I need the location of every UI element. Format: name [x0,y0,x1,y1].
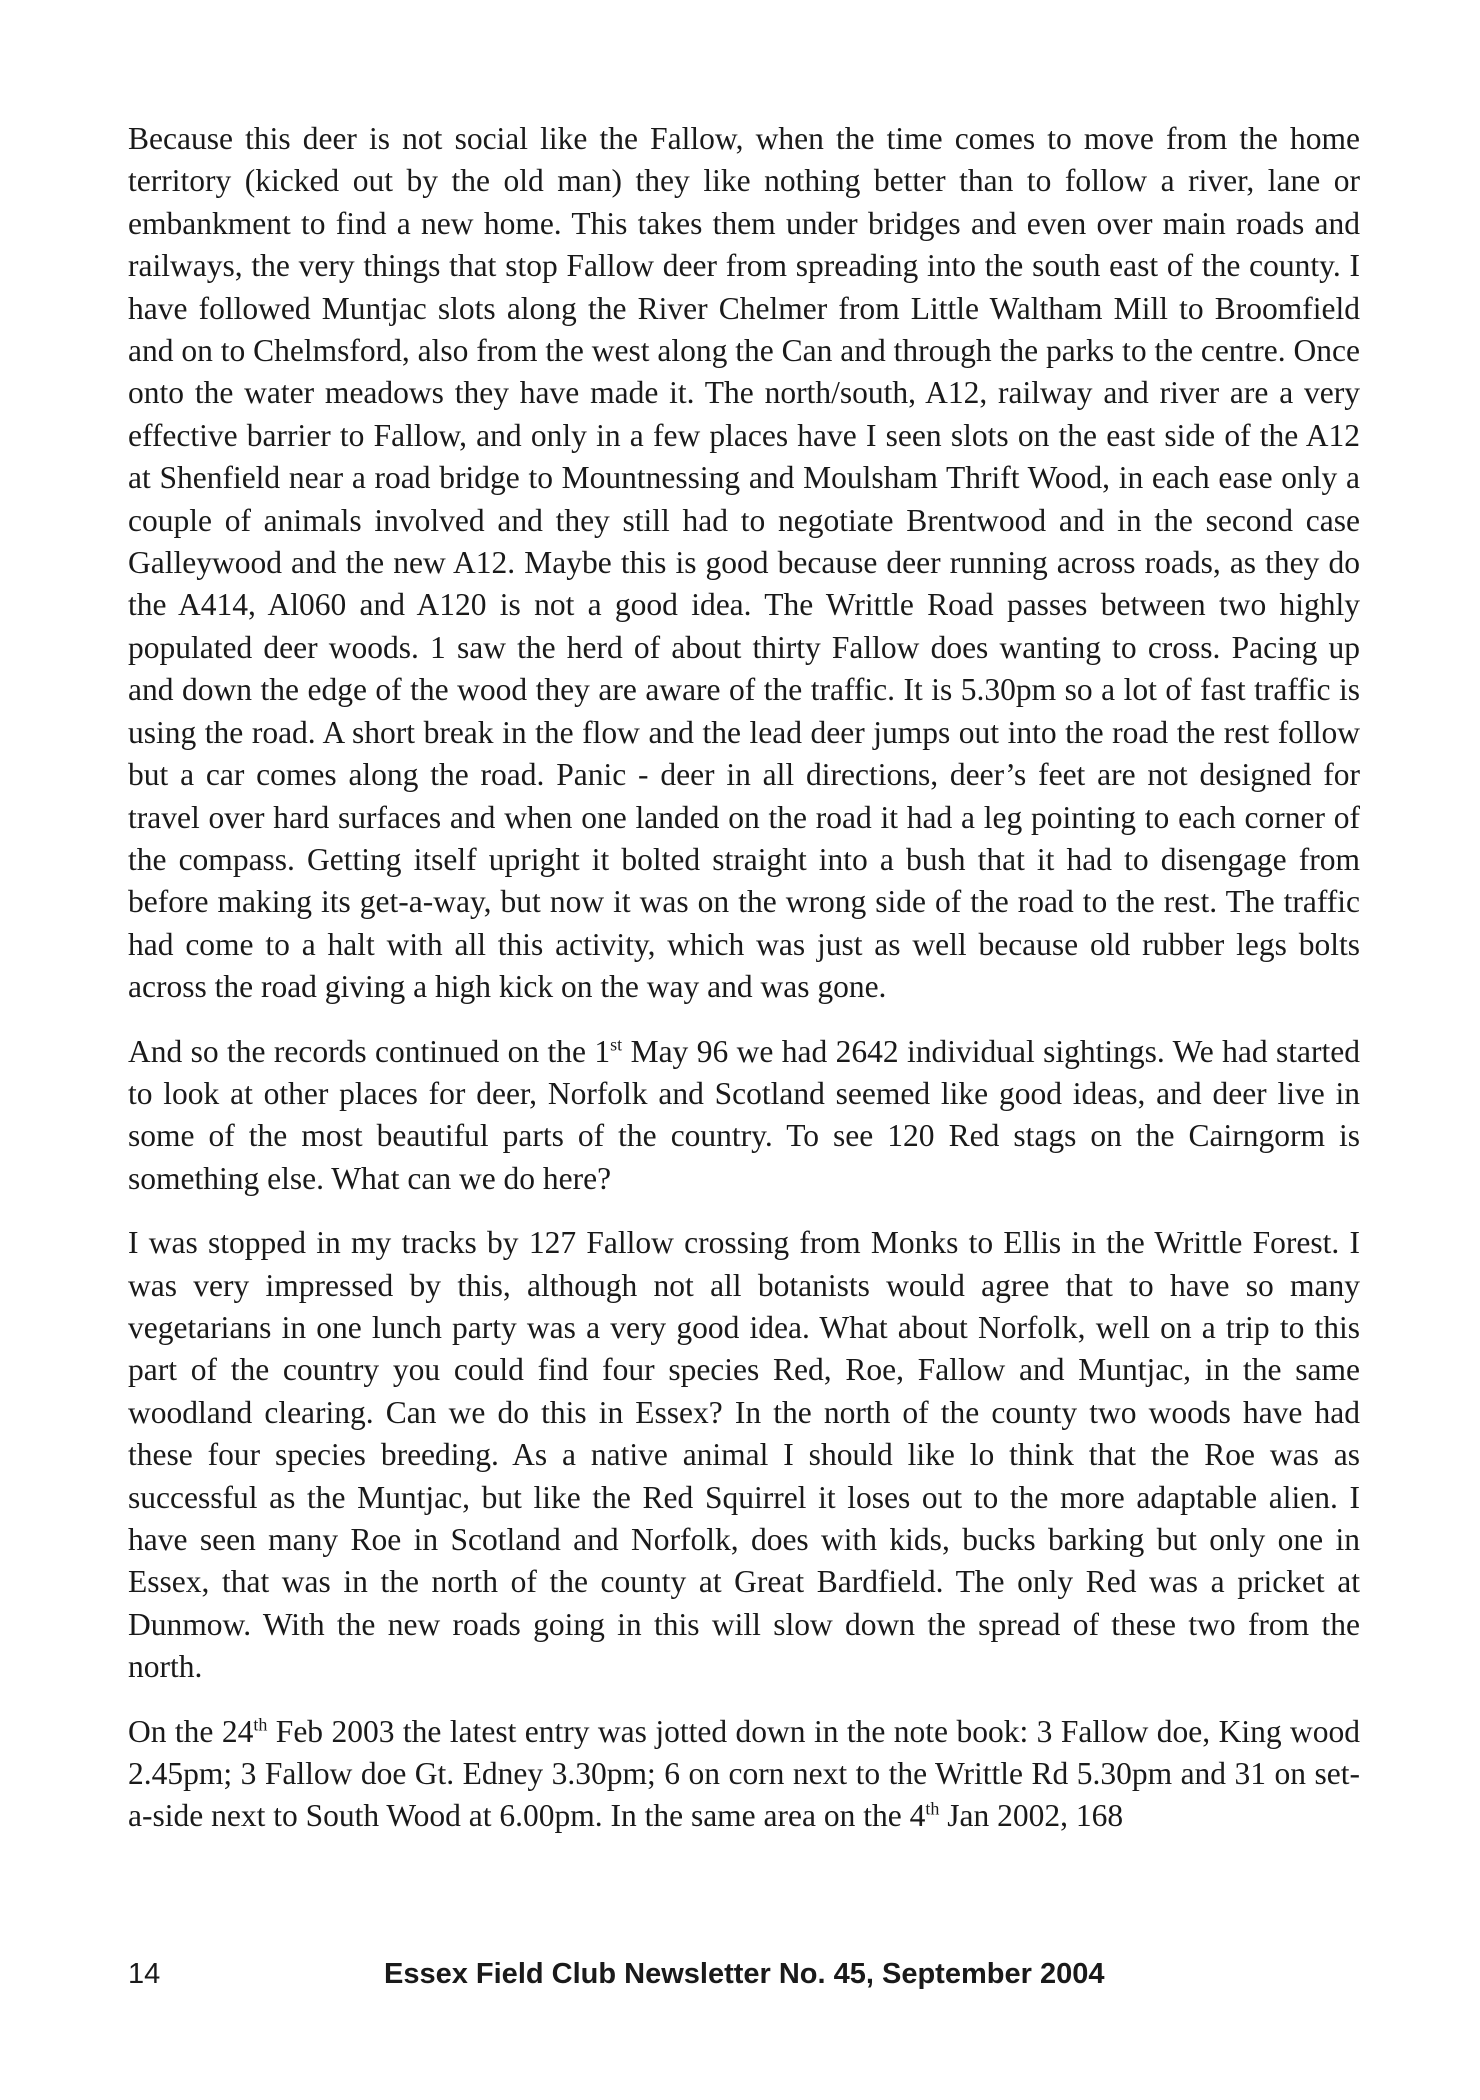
paragraph-text: May 96 we had 2642 individual sightings. We had started to look at other places for deer, Norfolk and Scotland seemed like good ideas, and deer live in some of the most beautiful parts of the country. To see 120 Red stags on the Cairngorm is something else. What can we do here? [128,1033,1361,1196]
paragraph-text: And so the records continued on the 1 [128,1033,611,1069]
ordinal-suffix: st [610,1034,623,1055]
paragraph-text: Feb 2003 the latest entry was jotted down in the note book: 3 Fallow doe, King wood 2.45pm; 3 Fallow doe Gt. Edney 3.30pm; 6 on corn next to the Writtle Rd 5.30pm and 31 on set-a-side next to South Wood at 6.00pm. In the same area on the 4 [128,1713,1361,1834]
page-number: 14 [128,1958,161,1990]
paragraph: Because this deer is not social like the Fallow, when the time comes to move from the home territory (kicked out by the old man) they like nothing better than to follow a river, lane or embankment to find a new home. This takes them under bridges and even over main roads and railways, the very things that stop Fallow deer from spreading into the south east of the county. I have followed Muntjac slots along the River Chelmer from Little Waltham Mill to Broomfield and on to Chelmsford, also from the west along the Can and through the parks to the centre. Once onto the water meadows they have made it. The north/south, A12, railway and river are a very effective barrier to Fallow, and only in a few places have I seen slots on the east side of the A12 at Shenfield near a road bridge to Mountnessing and Moulsham Thrift Wood, in each ease only a couple of animals involved and they still had to negotiate Brentwood and in the second case Galleywood and the new A12. Maybe this is good because deer running across roads, as they do the A414, Al060 and A120 is not a good idea. The Writtle Road passes between two highly populated deer woods. 1 saw the herd of about thirty Fallow does wanting to cross. Pacing up and down the edge of the wood they are aware of the traffic. It is 5.30pm so a lot of fast traffic is using the road. A short break in the flow and the lead deer jumps out into the road the rest follow but a car comes along the road. Panic - deer in all directions, deer’s feet are not designed for travel over hard surfaces and when one landed on the road it had a leg pointing to each corner of the compass. Getting itself upright it bolted straight into a bush that it had to disengage from before making its get-a-way, but now it was on the wrong side of the road to the rest. The traffic had come to a halt with all this activity, which was just as well because old rubber legs bolts across the road giving a high kick on the way and was gone. [128,121,1360,1005]
ordinal-suffix: th [253,1714,268,1735]
paragraph-text: Jan 2002, 168 [939,1798,1124,1834]
ordinal-suffix: th [925,1798,940,1819]
article-body [128,118,1360,1860]
page-footer [128,1958,1360,1998]
paragraph [128,1711,1360,1838]
paragraph: I was stopped in my tracks by 127 Fallow crossing from Monks to Ellis in the Writtle Forest. I was very impressed by this, although not all botanists would agree that to have so many vegetarians in one lunch party was a very good idea. What about Norfolk, well on a trip to this part of the country you could find four species Red, Roe, Fallow and Muntjac, in the same woodland clearing. Can we do this in Essex? In the north of the county two woods have had these four species breeding. As a native animal I should like lo think that the Roe was as successful as the Muntjac, but like the Red Squirrel it loses out to the more adaptable alien. I have seen many Roe in Scotland and Norfolk, does with kids, bucks barking but only one in Essex, that was in the north of the county at Great Bardfield. The only Red was a pricket at Dunmow. With the new roads going in this will slow down the spread of these two from the north. [128,1225,1360,1685]
paragraph-text: On the 24 [128,1713,254,1749]
newsletter-title: Essex Field Club Newsletter No. 45, September 2004 [384,1958,1105,1990]
paragraph [128,1031,1360,1201]
